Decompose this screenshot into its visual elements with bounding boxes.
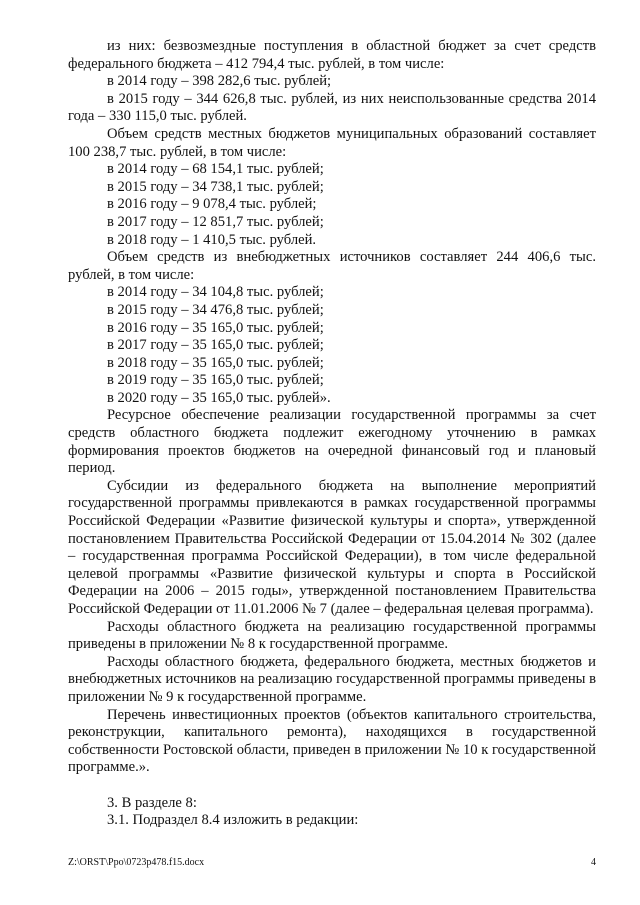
text-line: в 2018 году – 35 165,0 тыс. рублей; — [107, 354, 324, 371]
paragraph: Объем средств местных бюджетов муниципальных образований составляет 100 238,7 тыс. рублей, в том числе: — [68, 125, 596, 160]
text-line: в 2016 году – 35 165,0 тыс. рублей; — [107, 319, 324, 336]
footer-file-path: Z:\ORST\Ppo\0723p478.f15.docx — [68, 857, 205, 868]
text-line: 3. В разделе 8: — [107, 794, 197, 811]
text-line: в 2014 году – 34 104,8 тыс. рублей; — [107, 284, 324, 301]
text-line: в 2020 году – 35 165,0 тыс. рублей». — [107, 389, 331, 406]
paragraph: Ресурсное обеспечение реализации государственной программы за счет средств областного бюджета подлежит ежегодному уточнению в рамках формирования проектов бюджетов на очередной финансовый год и плановый период. — [68, 407, 596, 477]
text-line: в 2015 году – 34 738,1 тыс. рублей; — [107, 178, 324, 195]
text-line: в 2014 году – 68 154,1 тыс. рублей; — [107, 161, 324, 178]
paragraph: Субсидии из федерального бюджета на выполнение мероприятий государственной программы привлекаются в рамках государственной программы Российской Федерации «Развитие физической культуры и спорта», утвержденной постановлением Правительства Российской Федерации от 15.04.2014 № 302 (далее – государственная программа Российской Федерации), в том числе федеральной целевой программы «Развитие физической культуры и спорта в Российской Федерации на 2006 – 2015 годы», утвержденной постановлением Правительства Российской Федерации от 11.01.2006 № 7 (далее – федеральная целевая программа). — [68, 477, 596, 617]
paragraph: в 2015 году – 344 626,8 тыс. рублей, из них неиспользованные средства 2014 года – 330 115,0 тыс. рублей. — [68, 90, 596, 125]
paragraph: Объем средств из внебюджетных источников составляет 244 406,6 тыс. рублей, в том числе: — [68, 249, 596, 283]
paragraph: Перечень инвестиционных проектов (объектов капитального строительства, реконструкции, капитального ремонта), находящихся в государственной собственности Ростовской области, приведен в приложении № 10 к государственной программе.». — [68, 706, 596, 776]
text-line: в 2017 году – 12 851,7 тыс. рублей; — [107, 213, 324, 230]
text-line: в 2014 году – 398 282,6 тыс. рублей; — [107, 73, 332, 90]
page-number: 4 — [591, 857, 596, 868]
text-line: в 2015 году – 34 476,8 тыс. рублей; — [107, 301, 324, 318]
paragraph: Расходы областного бюджета, федерального бюджета, местных бюджетов и внебюджетных источников на реализацию государственной программы приведены в приложении № 9 к государственной программе. — [68, 653, 596, 705]
paragraph: из них: безвозмездные поступления в областной бюджет за счет средств федерального бюджета – 412 794,4 тыс. рублей, в том числе: — [68, 38, 596, 72]
text-line: в 2018 году – 1 410,5 тыс. рублей. — [107, 231, 317, 248]
text-line: в 2019 году – 35 165,0 тыс. рублей; — [107, 372, 324, 389]
text-line: в 2016 году – 9 078,4 тыс. рублей; — [107, 196, 317, 213]
text-line: в 2017 году – 35 165,0 тыс. рублей; — [107, 337, 324, 354]
text-line: 3.1. Подраздел 8.4 изложить в редакции: — [107, 812, 359, 829]
blank-line — [68, 777, 596, 795]
document-body — [68, 38, 596, 830]
paragraph: Расходы областного бюджета на реализацию государственной программы приведены в приложении № 8 к государственной программе. — [68, 618, 596, 653]
